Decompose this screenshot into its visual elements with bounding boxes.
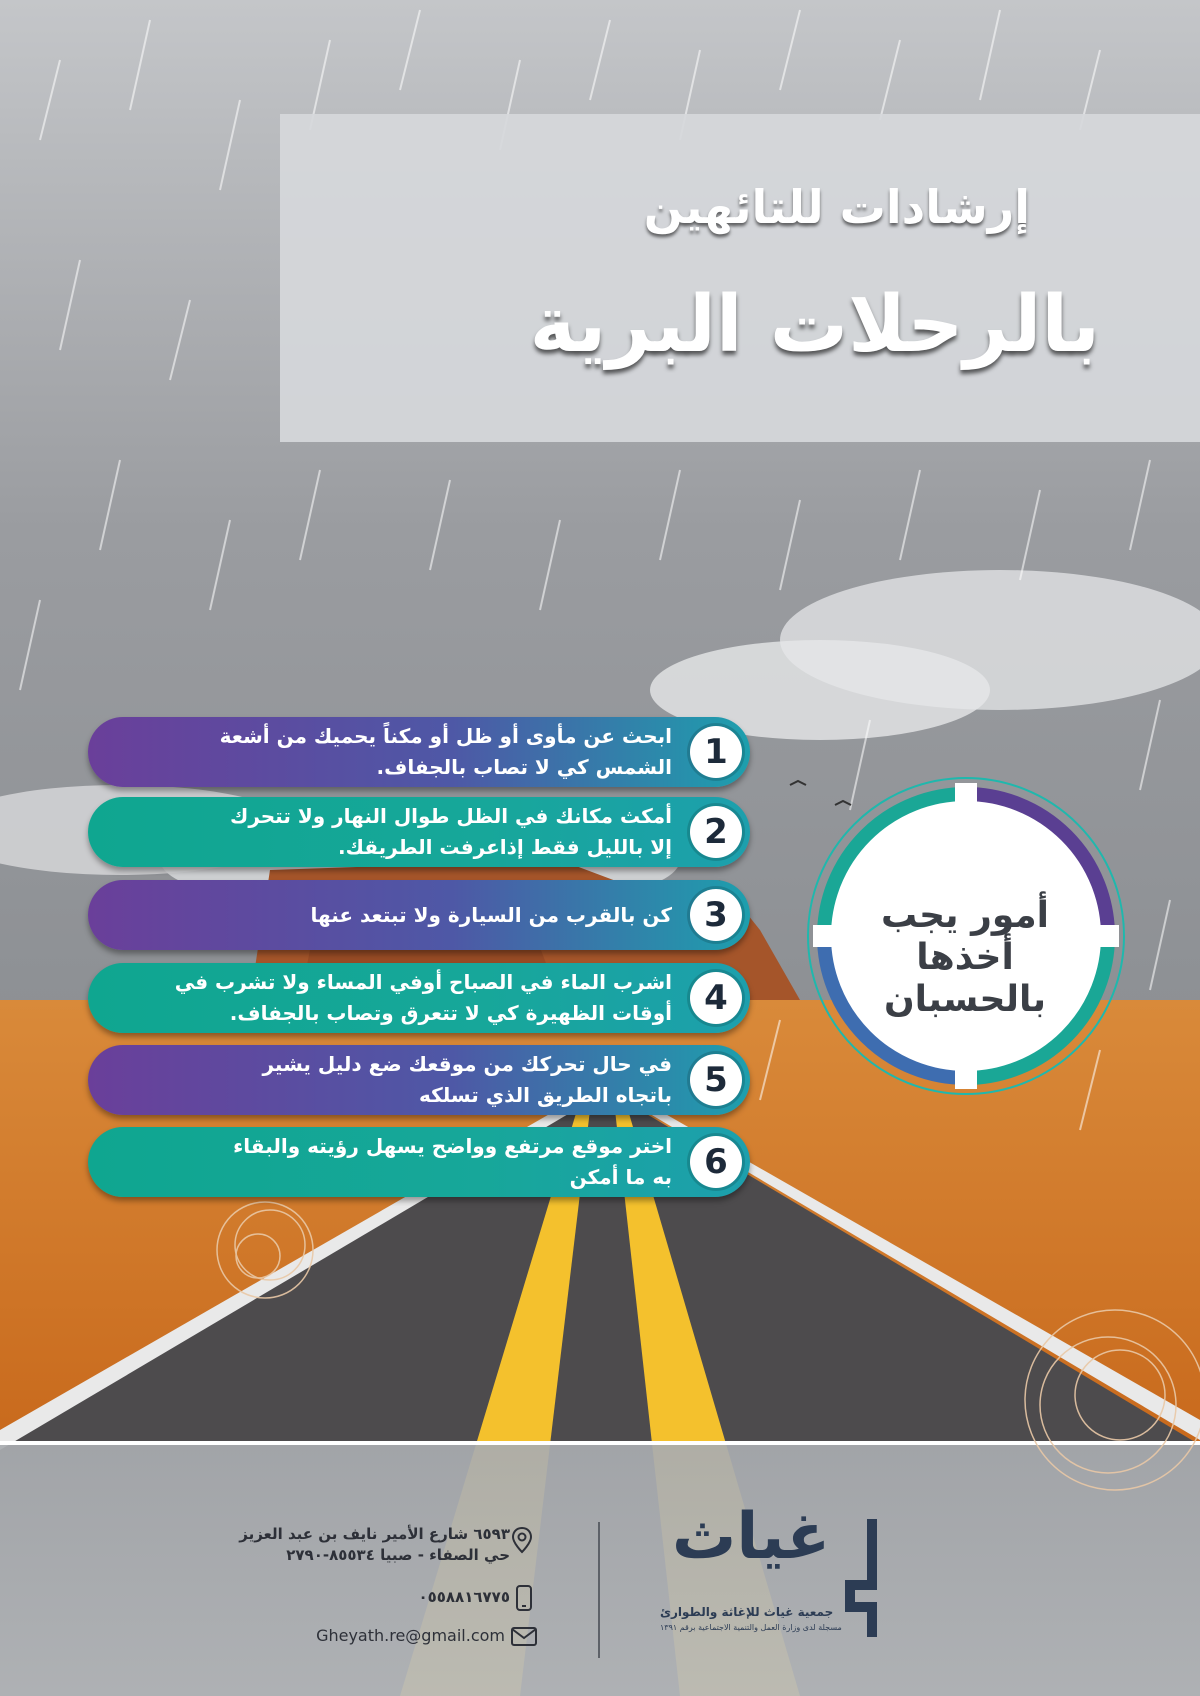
- badge-label-line: بالحسبان: [883, 979, 1047, 1020]
- logo-mark-icon: [842, 1515, 888, 1641]
- tip-item-2: [88, 797, 750, 867]
- tip-number: 1: [690, 726, 742, 778]
- logo-name: غياث: [672, 1500, 831, 1574]
- badge-label: [850, 895, 1080, 1021]
- tip-item-4: [88, 963, 750, 1033]
- tip-line: في حال تحركك من موقعك ضع دليل يشير: [262, 1052, 672, 1076]
- page-title-line1: إرشادات للتائهين: [643, 180, 1030, 234]
- location-icon: [507, 1525, 537, 1555]
- tip-text: [106, 900, 672, 931]
- footer-divider: [598, 1522, 600, 1658]
- tip-line: أوقات الظهيرة كي لا تتعرق وتصاب بالجفاف.: [229, 1001, 672, 1025]
- tip-item-3: [88, 880, 750, 950]
- tip-number: 5: [690, 1054, 742, 1106]
- tip-number: 6: [690, 1136, 742, 1188]
- tip-item-5: [88, 1045, 750, 1115]
- tip-text: [106, 1131, 672, 1193]
- tip-item-6: [88, 1127, 750, 1197]
- tip-line: اشرب الماء في الصباح أوفي المساء ولا تشرب في: [174, 970, 672, 994]
- tip-number: 3: [690, 889, 742, 941]
- tip-line: الشمس كي لا تصاب بالجفاف.: [376, 755, 672, 779]
- tip-text: [106, 801, 672, 863]
- page-title-line2: بالرحلات البرية: [529, 280, 1100, 370]
- tip-item-1: [88, 717, 750, 787]
- tip-line: إلا بالليل فقط إذاعرفت الطريقك.: [338, 835, 672, 859]
- logo-subtitle-registration: مسجلة لدى وزارة العمل والتنمية الاجتماعية برقم ١٣٩١: [660, 1623, 842, 1632]
- tip-number: 4: [690, 972, 742, 1024]
- tip-text: [106, 721, 672, 783]
- tip-text: [106, 967, 672, 1029]
- tip-line: باتجاه الطريق الذي تسلكه: [418, 1083, 672, 1107]
- email-icon: [509, 1621, 539, 1651]
- logo-subtitle: جمعية غياث للإغاثة والطوارئ: [660, 1605, 834, 1619]
- footer-address: [239, 1524, 510, 1566]
- footer-phone[interactable]: ٠٥٥٨٨١٦٧٧٥: [418, 1588, 510, 1606]
- address-line: حي الصفاء - صبيا ٨٥٥٣٤-٢٧٩٠: [286, 1546, 510, 1564]
- tip-line: كن بالقرب من السيارة ولا تبتعد عنها: [310, 903, 672, 927]
- tip-text: [106, 1049, 672, 1111]
- tip-line: أمكث مكانك في الظل طوال النهار ولا تتحرك: [230, 804, 672, 828]
- address-line: ٦٥٩٣ شارع الأمير نايف بن عبد العزيز: [239, 1525, 510, 1543]
- tip-line: به ما أمكن: [569, 1165, 672, 1189]
- footer-email[interactable]: Gheyath.re@gmail.com: [316, 1626, 505, 1645]
- phone-icon: [509, 1583, 539, 1613]
- badge-label-line: أخذها: [916, 937, 1014, 978]
- title-band: [280, 114, 1200, 442]
- tip-number: 2: [690, 806, 742, 858]
- tip-line: اختر موقع مرتفع وواضح يسهل رؤيته والبقاء: [233, 1134, 672, 1158]
- badge-label-line: أمور يجب: [880, 895, 1050, 936]
- tip-line: ابحث عن مأوى أو ظل أو مكناً يحميك من أشعة: [219, 724, 672, 748]
